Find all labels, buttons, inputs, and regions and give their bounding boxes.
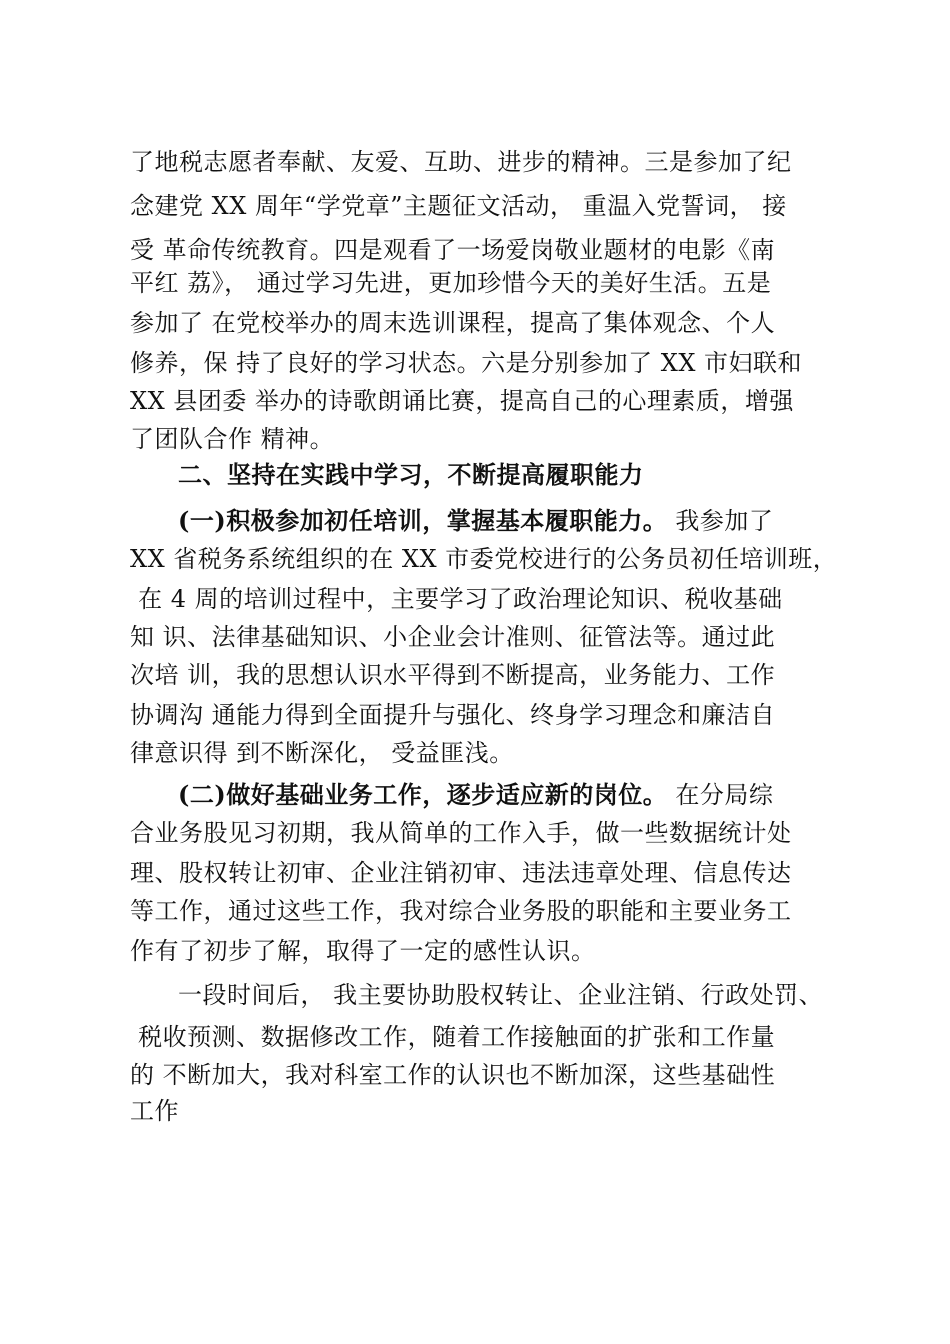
body-text-line: 税收预测、数据修改工作，随着工作接触面的扩张和工作量 bbox=[130, 1023, 776, 1051]
body-text-line: 次培 训，我的思想认识水平得到不断提高，业务能力、工作 bbox=[130, 661, 776, 689]
subsection-first-line bbox=[178, 502, 878, 540]
body-text-line: 受 革命传统教育。四是观看了一场爱岗敬业题材的电影《南 bbox=[130, 236, 776, 264]
body-text-line: 理、股权转让初审、企业注销初审、违法违章处理、信息传达 bbox=[130, 859, 792, 887]
body-text-line: 工作 bbox=[130, 1097, 179, 1125]
body-text-line: 作有了初步了解，取得了一定的感性认识。 bbox=[130, 937, 596, 965]
subsection-first-rest: 在分局综 bbox=[667, 781, 774, 809]
body-text-line: 修养，保 持了良好的学习状态。六是分别参加了 XX 市妇联和 bbox=[130, 349, 803, 377]
body-text-line: 在 4 周的培训过程中，主要学习了政治理论知识、税收基础 bbox=[130, 585, 783, 613]
subsection-first-line bbox=[178, 776, 878, 814]
subsection-first-rest: 我参加了 bbox=[667, 507, 774, 535]
body-text-line: XX 县团委 举办的诗歌朗诵比赛，提高自己的心理素质，增强 bbox=[130, 387, 794, 415]
body-text-line: 平红 荔》， 通过学习先进，更加珍惜今天的美好生活。五是 bbox=[130, 269, 772, 297]
body-text-line: 参加了 在党校举办的周末选训课程，提高了集体观念、个人 bbox=[130, 309, 776, 337]
section-heading: 二、坚持在实践中学习，不断提高履职能力 bbox=[178, 461, 644, 489]
body-text-line: XX 省税务系统组织的在 XX 市委党校进行的公务员初任培训班， bbox=[130, 545, 838, 573]
body-text-line: 等工作，通过这些工作，我对综合业务股的职能和主要业务工 bbox=[130, 897, 792, 925]
body-text-line: 了地税志愿者奉献、友爱、互助、进步的精神。三是参加了纪 bbox=[130, 148, 792, 176]
subsection-lead: (一)积极参加初任培训，掌握基本履职能力。 bbox=[178, 506, 668, 535]
body-text-line: 合业务股见习初期，我从简单的工作入手，做一些数据统计处 bbox=[130, 819, 792, 847]
body-text-line: 协调沟 通能力得到全面提升与强化、终身学习理念和廉洁自 bbox=[130, 701, 776, 729]
body-text-line: 念建党 XX 周年“学党章”主题征文活动， 重温入党誓词， 接 bbox=[130, 192, 787, 220]
body-text-line: 了团队合作 精神。 bbox=[130, 425, 335, 453]
body-text-line: 一段时间后， 我主要协助股权转让、企业注销、行政处罚、 bbox=[178, 981, 824, 1009]
subsection-lead: (二)做好基础业务工作，逐步适应新的岗位。 bbox=[178, 780, 668, 809]
body-text-line: 知 识、法律基础知识、小企业会计准则、征管法等。通过此 bbox=[130, 623, 776, 651]
body-text-line: 律意识得 到不断深化， 受益匪浅。 bbox=[130, 739, 514, 767]
body-text-line: 的 不断加大，我对科室工作的认识也不断加深，这些基础性 bbox=[130, 1061, 776, 1089]
